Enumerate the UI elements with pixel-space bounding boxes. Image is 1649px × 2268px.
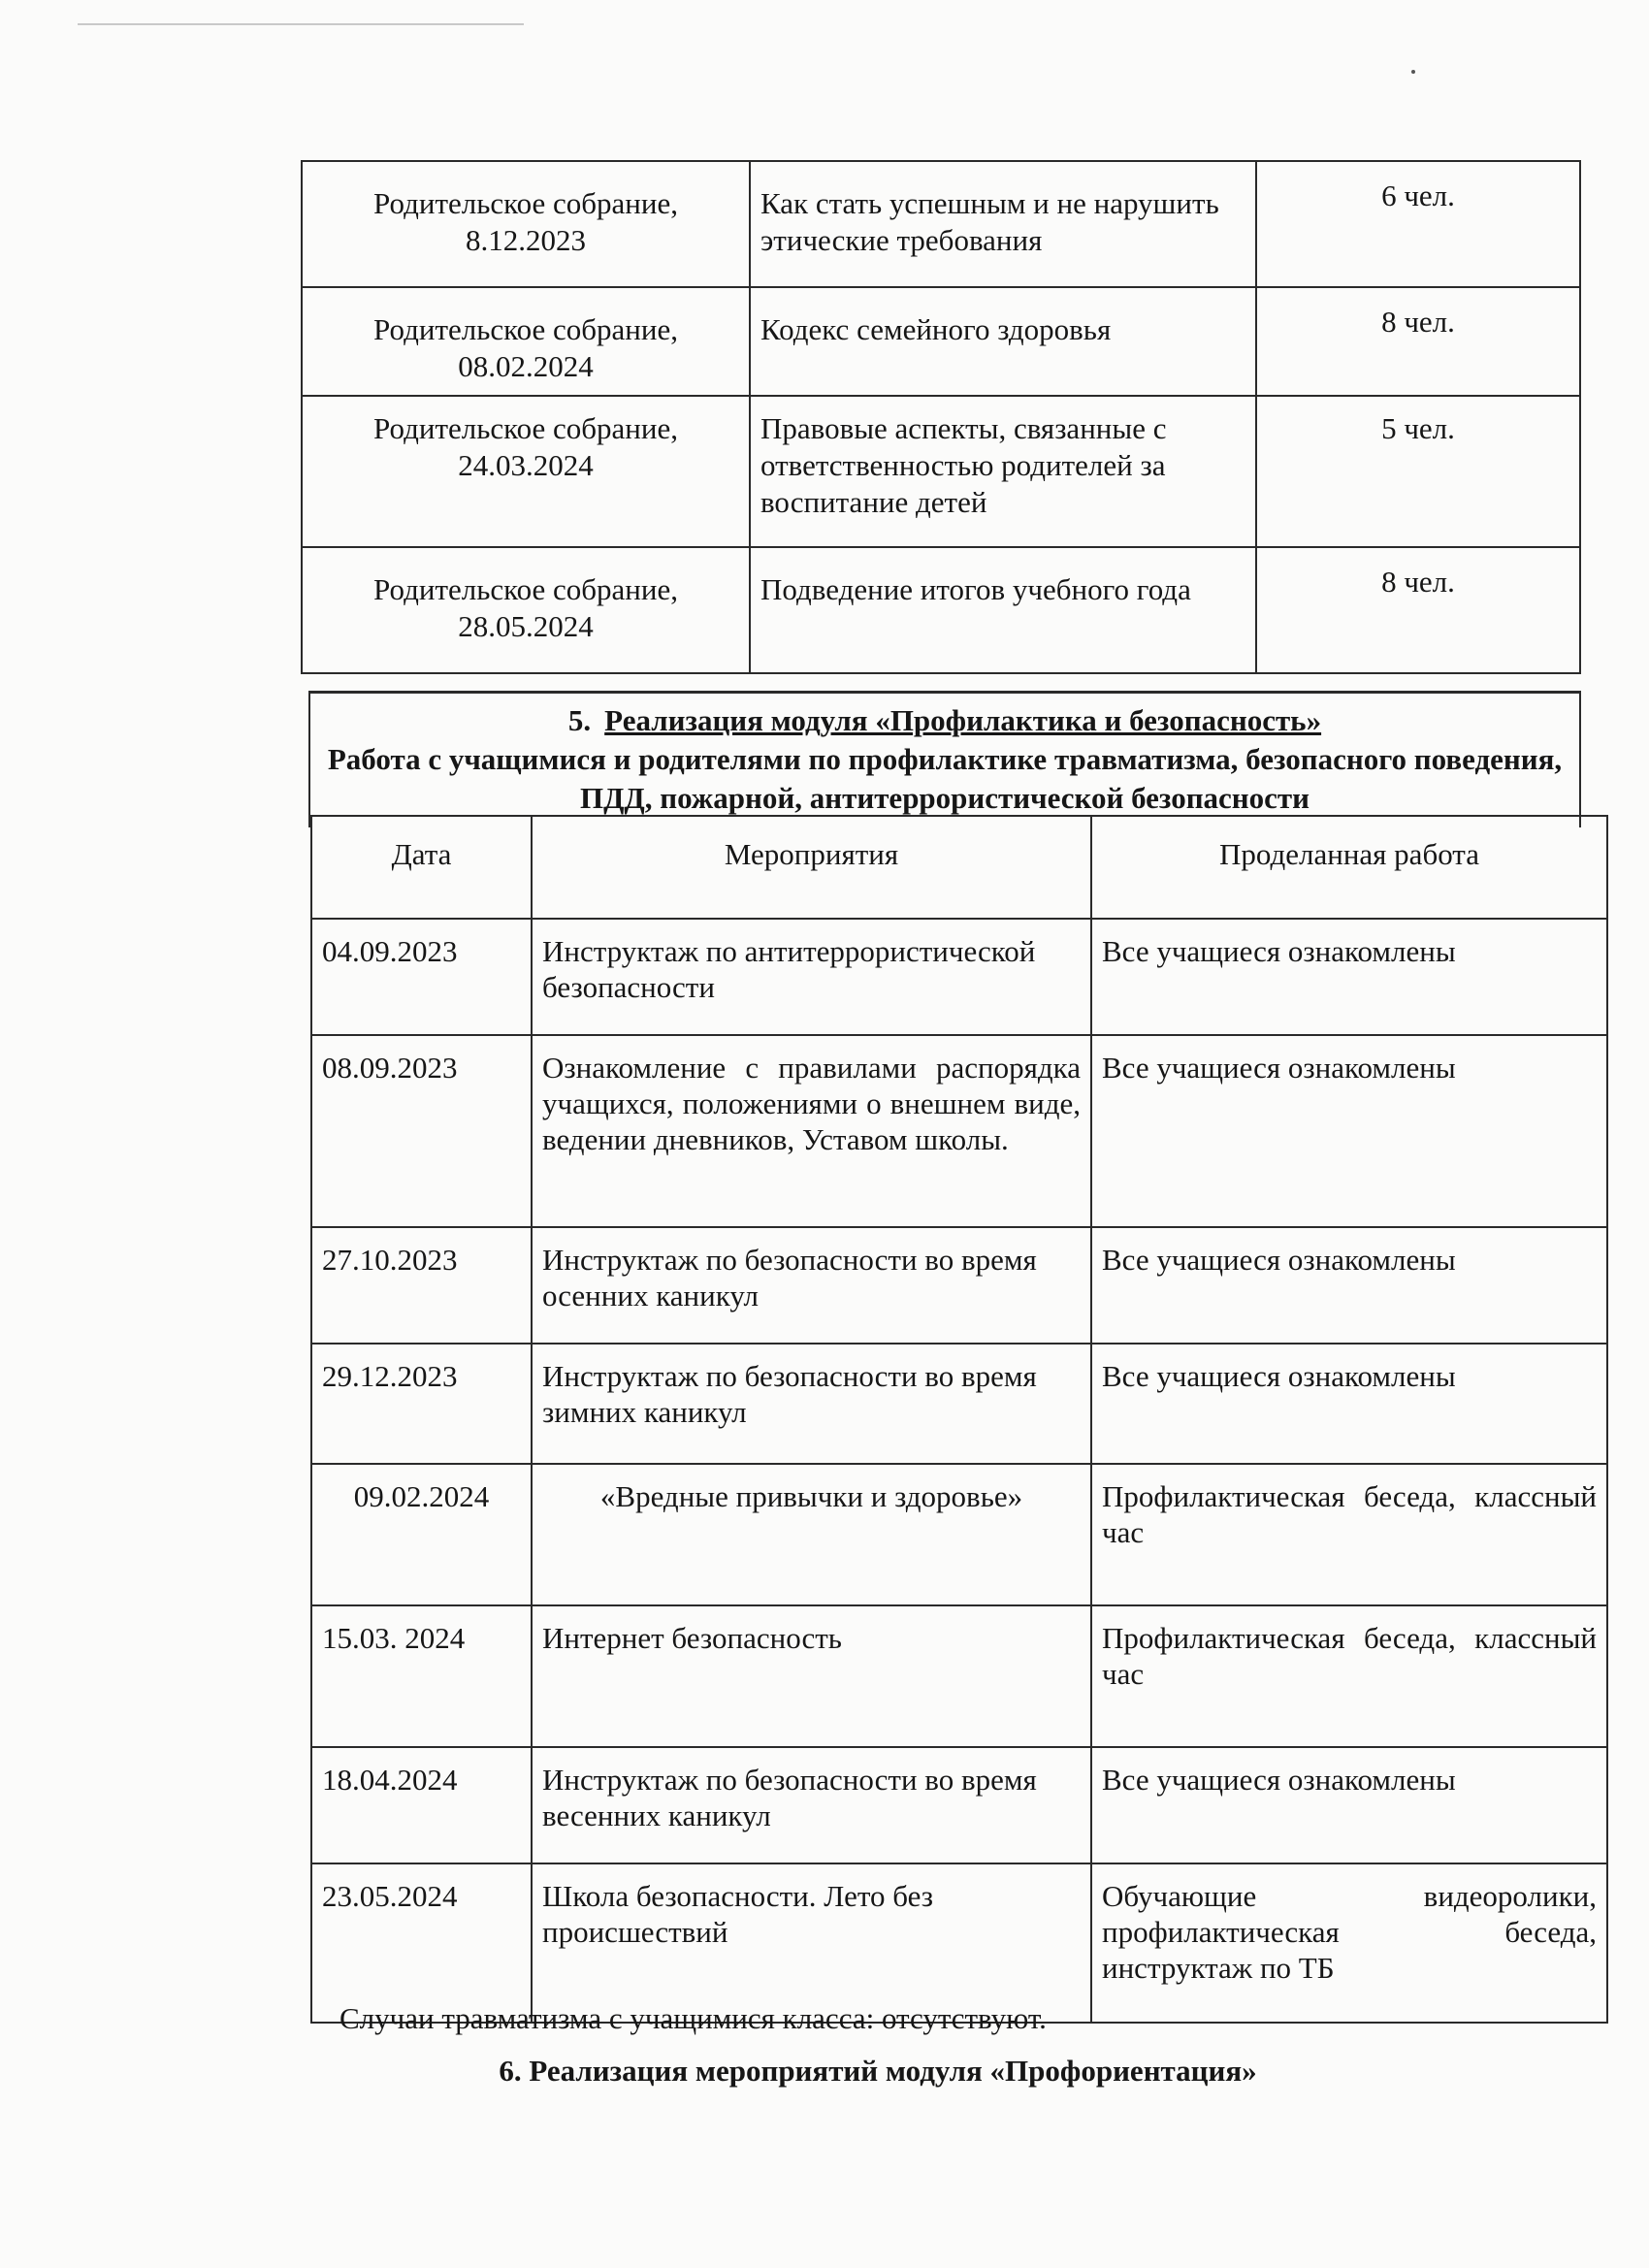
event-result: Все учащиеся ознакомлены [1091, 1344, 1607, 1464]
event-name: Интернет безопасность [532, 1605, 1091, 1747]
table-row [311, 1747, 1607, 1863]
section-5-subtitle: Работа с учащимися и родителями по профилактике травматизма, безопасного поведения, ПДД, пожарной, антитеррористической безопасности [327, 742, 1563, 815]
event-date: 29.12.2023 [311, 1344, 532, 1464]
section-title: Реализация модуля «Профилактика и безопасность» [604, 703, 1322, 737]
table-row [311, 1464, 1607, 1605]
event-date: 23.05.2024 [311, 1863, 532, 2023]
meeting-count: 5 чел. [1256, 396, 1580, 547]
table-row [311, 1227, 1607, 1344]
table-row [302, 547, 1580, 673]
table-row [311, 1605, 1607, 1747]
event-name: Инструктаж по безопасности во время зимних каникул [532, 1344, 1091, 1464]
event-name: Школа безопасности. Лето без происшествий [532, 1863, 1091, 2023]
event-result: Все учащиеся ознакомлены [1091, 919, 1607, 1035]
event-result: Профилактическая беседа, классный час [1091, 1605, 1607, 1747]
column-header-event: Мероприятия [532, 816, 1091, 919]
event-result: Все учащиеся ознакомлены [1091, 1035, 1607, 1227]
meeting-count: 6 чел. [1256, 161, 1580, 287]
table-row [311, 1344, 1607, 1464]
parent-meetings-table [301, 160, 1581, 674]
event-result: Все учащиеся ознакомлены [1091, 1227, 1607, 1344]
meeting-event: Родительское собрание, 24.03.2024 [302, 396, 750, 547]
event-date: 09.02.2024 [311, 1464, 532, 1605]
section-6-title: 6. Реализация мероприятий модуля «Профориентация» [499, 2054, 1257, 2088]
meeting-topic: Правовые аспекты, связанные с ответственностью родителей за воспитание детей [750, 396, 1256, 547]
meeting-topic: Подведение итогов учебного года [750, 547, 1256, 673]
section-number: 5. [567, 703, 592, 737]
column-header-date: Дата [311, 816, 532, 919]
event-name: Инструктаж по безопасности во время весенних каникул [532, 1747, 1091, 1863]
event-date: 08.09.2023 [311, 1035, 532, 1227]
table-row [302, 287, 1580, 396]
meeting-event: Родительское собрание, 08.02.2024 [302, 287, 750, 396]
column-header-result: Проделанная работа [1091, 816, 1607, 919]
table-row [311, 1035, 1607, 1227]
table-row [302, 396, 1580, 547]
event-date: 04.09.2023 [311, 919, 532, 1035]
event-name: Инструктаж по антитеррористической безопасности [532, 919, 1091, 1035]
meeting-event: Родительское собрание, 28.05.2024 [302, 547, 750, 673]
table-row [302, 161, 1580, 287]
meeting-event: Родительское собрание, 8.12.2023 [302, 161, 750, 287]
meeting-topic: Кодекс семейного здоровья [750, 287, 1256, 396]
scan-artifact-line [78, 23, 524, 25]
event-name: Ознакомление с правилами распорядка учащихся, положениями о внешнем виде, ведении дневников, Уставом школы. [532, 1035, 1091, 1227]
scan-speck [1411, 70, 1415, 74]
event-result: Все учащиеся ознакомлены [1091, 1747, 1607, 1863]
meeting-topic: Как стать успешным и не нарушить этические требования [750, 161, 1256, 287]
table-header-row [311, 816, 1607, 919]
event-date: 18.04.2024 [311, 1747, 532, 1863]
event-result: Обучающие видеоролики, профилактическая беседа, инструктаж по ТБ [1091, 1863, 1607, 2023]
meeting-count: 8 чел. [1256, 287, 1580, 396]
event-result: Профилактическая беседа, классный час [1091, 1464, 1607, 1605]
table-row [311, 919, 1607, 1035]
section-5-header [308, 691, 1581, 827]
section-5-title [310, 701, 1579, 740]
event-name: Инструктаж по безопасности во время осенних каникул [532, 1227, 1091, 1344]
table-row [311, 1863, 1607, 2023]
injury-note: Случаи травматизма с учащимися класса: отсутствуют. [340, 2001, 1047, 2035]
event-date: 15.03. 2024 [311, 1605, 532, 1747]
event-date: 27.10.2023 [311, 1227, 532, 1344]
section-6-heading [0, 2053, 1649, 2090]
safety-events-table [310, 815, 1608, 2024]
event-name: «Вредные привычки и здоровье» [532, 1464, 1091, 1605]
meeting-count: 8 чел. [1256, 547, 1580, 673]
